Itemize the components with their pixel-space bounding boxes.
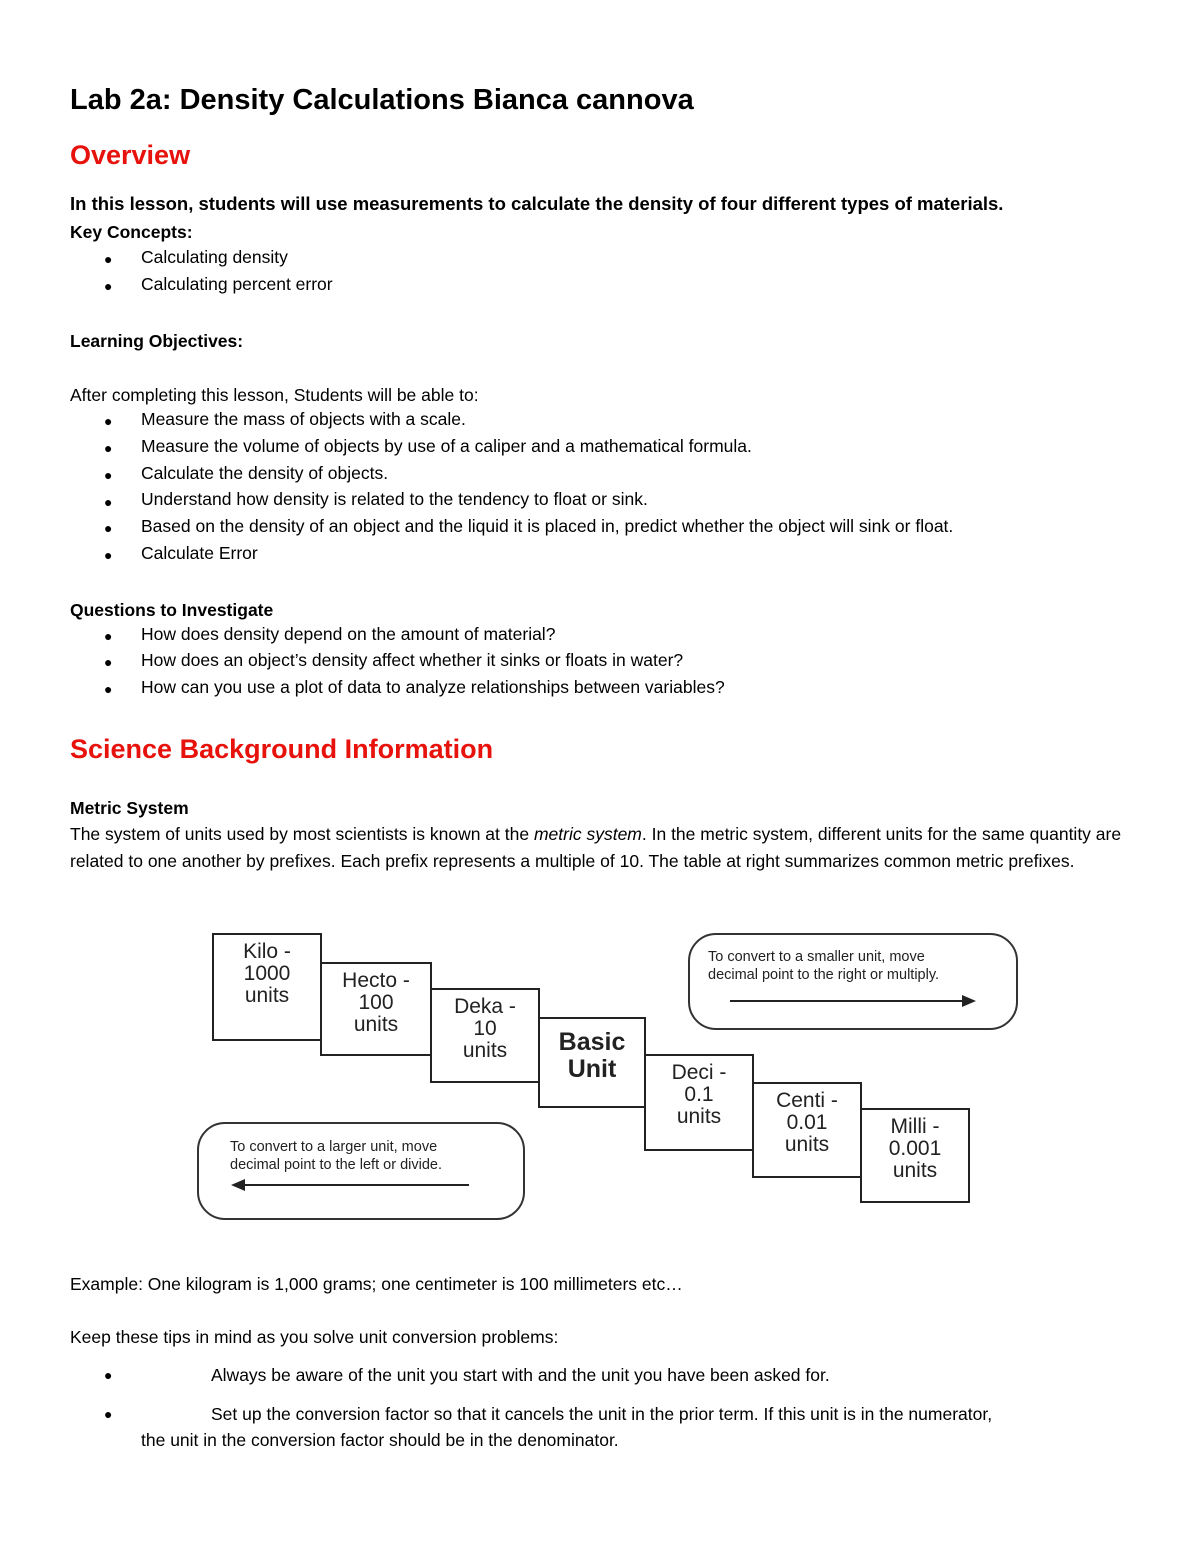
bullet-icon: ● [104, 628, 113, 644]
objective-item: Understand how density is related to the tendency to float or sink. [141, 489, 648, 509]
bullet-icon: ● [104, 440, 113, 456]
bullet-icon: ● [104, 251, 113, 267]
smaller-unit-note: To convert to a smaller unit, move decimal point to the right or multiply. [688, 933, 1018, 1030]
learning-objectives-lead: After completing this lesson, Students will be able to: [70, 385, 479, 405]
objective-item: Based on the density of an object and the liquid it is placed in, predict whether the object will sink or float. [141, 516, 954, 536]
bullet-icon: ● [104, 681, 113, 697]
example-text: Example: One kilogram is 1,000 grams; one centimeter is 100 millimeters etc… [70, 1274, 683, 1294]
bullet-icon: ● [104, 520, 113, 536]
objective-item: Measure the mass of objects with a scale. [141, 409, 466, 429]
learning-objectives-heading: Learning Objectives: [70, 331, 244, 351]
prefix-box-deci: Deci - 0.1 units [644, 1054, 754, 1151]
question-item: How can you use a plot of data to analyze relationships between variables? [141, 677, 725, 697]
question-item: How does an object’s density affect whether it sinks or floats in water? [141, 650, 684, 670]
overview-intro: In this lesson, students will use measurements to calculate the density of four different types of materials. [70, 193, 1004, 214]
question-item: How does density depend on the amount of material? [141, 624, 556, 644]
bullet-icon: ● [104, 1367, 113, 1383]
prefix-box-centi: Centi - 0.01 units [752, 1082, 862, 1178]
prefix-box-basic-unit: Basic Unit [538, 1017, 646, 1108]
metric-system-label: Metric System [70, 798, 189, 818]
questions-heading: Questions to Investigate [70, 600, 274, 620]
prefix-box-milli: Milli - 0.001 units [860, 1108, 970, 1203]
left-arrow-icon [231, 1177, 473, 1193]
bullet-icon: ● [104, 413, 113, 429]
bullet-icon: ● [104, 467, 113, 483]
right-arrow-icon [730, 993, 980, 1009]
science-background-heading: Science Background Information [70, 734, 494, 764]
bullet-icon: ● [104, 547, 113, 563]
key-concepts-label: Key Concepts: [70, 222, 193, 242]
tip-item-continuation: the unit in the conversion factor should be in the denominator. [141, 1430, 619, 1450]
objective-item: Measure the volume of objects by use of a caliper and a mathematical formula. [141, 436, 752, 456]
objective-item: Calculate Error [141, 543, 258, 563]
key-concept-item: Calculating percent error [141, 274, 333, 294]
tip-item: Always be aware of the unit you start with and the unit you have been asked for. [211, 1365, 830, 1385]
prefix-box-deka: Deka - 10 units [430, 988, 540, 1083]
tips-lead: Keep these tips in mind as you solve unit conversion problems: [70, 1327, 559, 1347]
tip-item: Set up the conversion factor so that it cancels the unit in the prior term. If this unit is in the numerator, [211, 1404, 993, 1424]
metric-system-paragraph: The system of units used by most scientists is known at the metric system. In the metric system, different units for the same quantity are related to one another by prefixes. Each prefix represents a multiple of 10. The table at right summarizes common metric prefixes. [70, 824, 1122, 871]
prefix-box-kilo: Kilo - 1000 units [212, 933, 322, 1041]
larger-unit-note: To convert to a larger unit, move decimal point to the left or divide. [197, 1122, 525, 1220]
prefix-box-hecto: Hecto - 100 units [320, 962, 432, 1056]
objective-item: Calculate the density of objects. [141, 463, 389, 483]
bullet-icon: ● [104, 654, 113, 670]
page-title: Lab 2a: Density Calculations Bianca cannova [70, 84, 694, 116]
overview-heading: Overview [70, 140, 191, 170]
key-concept-item: Calculating density [141, 247, 288, 267]
bullet-icon: ● [104, 278, 113, 294]
bullet-icon: ● [104, 1406, 113, 1422]
bullet-icon: ● [104, 494, 113, 510]
